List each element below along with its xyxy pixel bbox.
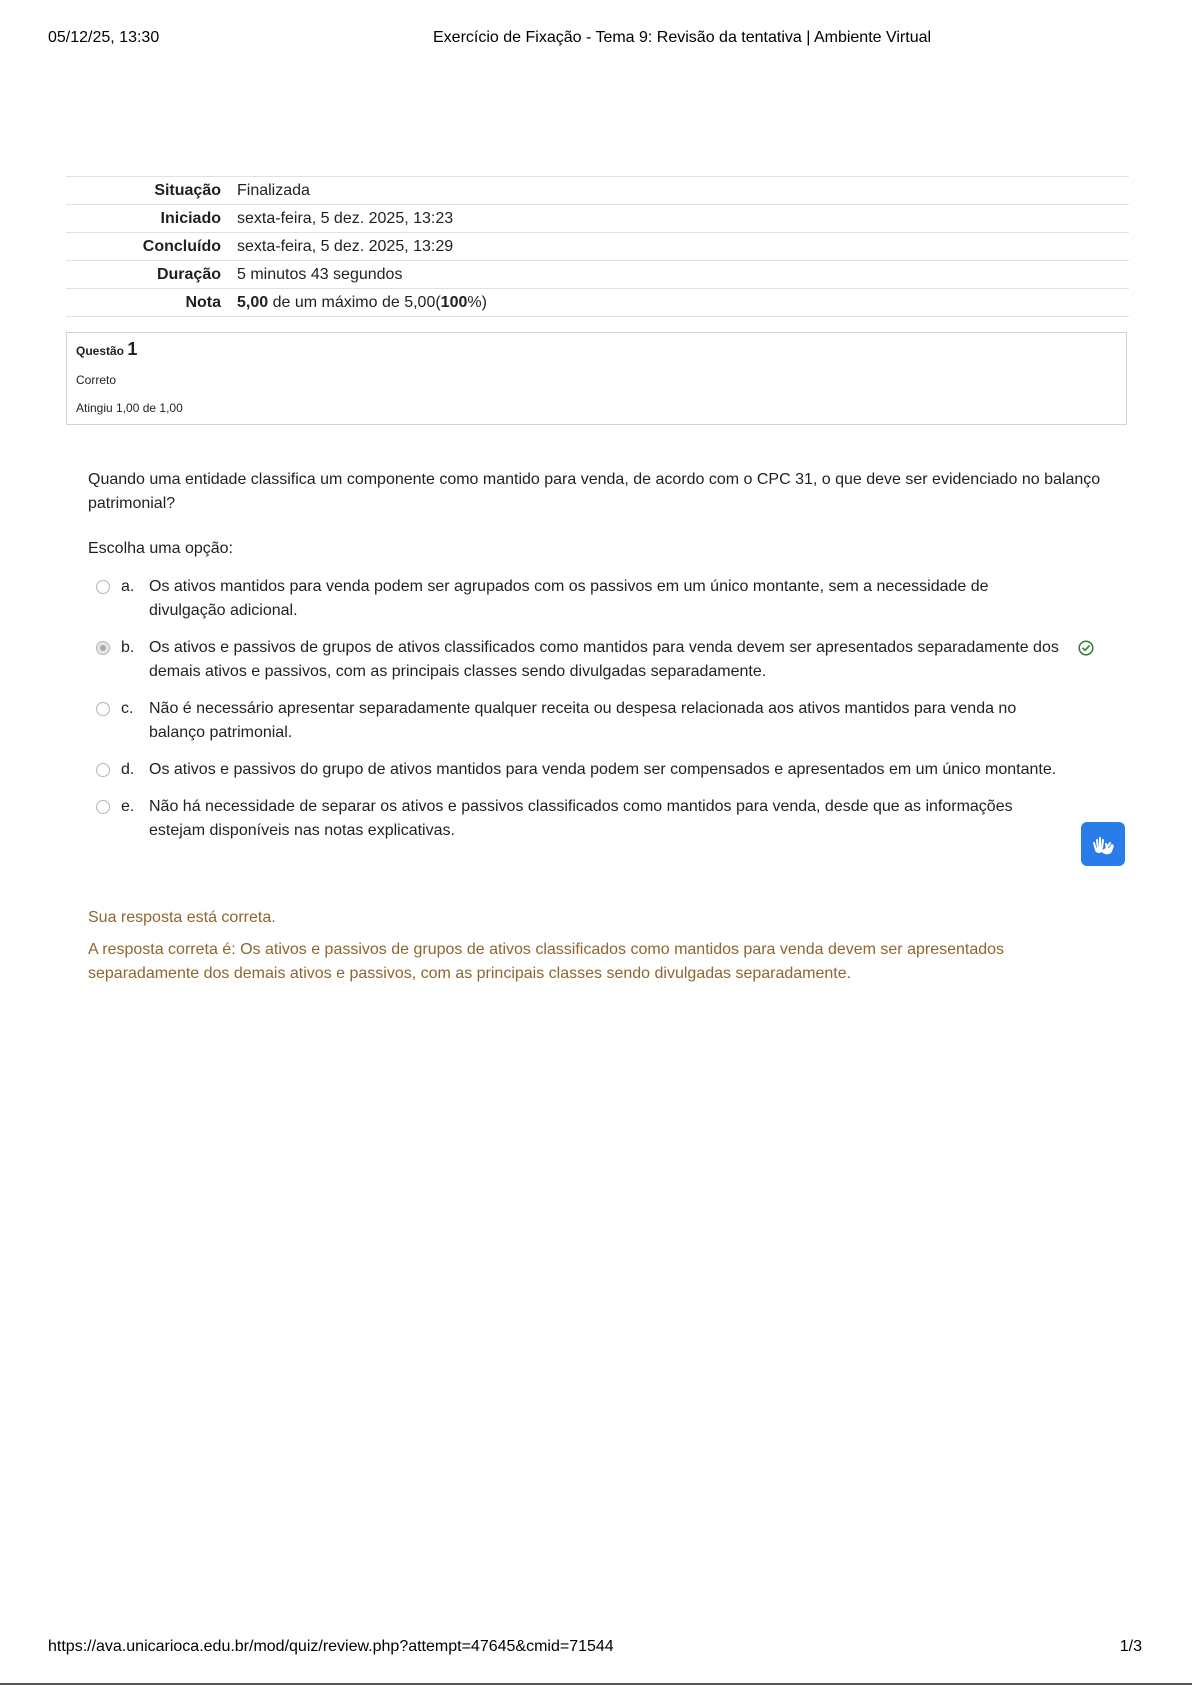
answer-text: Os ativos mantidos para venda podem ser agrupados com os passivos em um único montante, sem a necessidade de divulgação adicional. — [149, 578, 989, 619]
answer-option-a[interactable] — [88, 575, 1118, 623]
answer-option-d[interactable] — [88, 758, 1118, 782]
duracao-label: Duração — [156, 265, 221, 283]
question-number-value: 1 — [127, 339, 138, 359]
answer-letter: a. — [121, 578, 135, 595]
nota-middle: de um máximo de 5,00( — [268, 293, 441, 311]
summary-row-nota — [66, 289, 1129, 317]
answer-text: Não há necessidade de separar os ativos e passivos classificados como mantidos para venda, desde que as informações estejam disponíveis nas notas explicativas. — [149, 798, 1013, 839]
situacao-value: Finalizada — [237, 181, 310, 199]
answer-prompt: Escolha uma opção: — [88, 540, 233, 557]
duracao-value: 5 minutos 43 segundos — [237, 265, 403, 283]
radio-a[interactable] — [96, 580, 110, 594]
question-number — [76, 339, 137, 360]
iniciado-value: sexta-feira, 5 dez. 2025, 13:23 — [237, 209, 454, 227]
feedback-status: Sua resposta está correta. — [88, 909, 276, 926]
concluido-label: Concluído — [142, 237, 221, 255]
attempt-summary-table — [66, 176, 1129, 317]
summary-row-concluido — [66, 233, 1129, 261]
nota-value — [237, 289, 1129, 317]
print-footer — [48, 1638, 1144, 1660]
summary-row-duracao — [66, 261, 1129, 289]
nota-percent: 100 — [440, 293, 468, 311]
question-prefix: Questão — [76, 344, 125, 358]
print-header — [48, 29, 1144, 51]
answer-option-e[interactable] — [88, 795, 1118, 843]
answer-text: Não é necessário apresentar separadamente qualquer receita ou despesa relacionada aos ativos mantidos para venda no balanço patrimonial. — [149, 700, 1017, 741]
accessibility-button[interactable] — [1081, 822, 1125, 866]
sign-language-hands-icon — [1090, 831, 1116, 857]
summary-row-iniciado — [66, 205, 1129, 233]
answer-options — [88, 575, 1118, 856]
answer-letter: d. — [121, 761, 135, 778]
check-circle-icon — [1078, 640, 1094, 656]
situacao-label: Situação — [154, 181, 221, 199]
answer-text: Os ativos e passivos de grupos de ativos classificados como mantidos para venda devem ser apresentados separadamente dos demais ativos e passivos, com as principais classes sendo divulgadas separadamente. — [149, 639, 1059, 680]
question-text: Quando uma entidade classifica um componente como mantido para venda, de acordo com o CPC 31, o que deve ser evidenciado no balanço patrimonial? — [88, 471, 1101, 512]
nota-score: 5,00 — [237, 293, 269, 311]
print-page-title: Exercício de Fixação - Tema 9: Revisão da tentativa | Ambiente Virtual — [433, 29, 932, 46]
answer-option-c[interactable] — [88, 697, 1118, 745]
question-feedback — [88, 906, 1118, 986]
question-grade: Atingiu 1,00 de 1,00 — [76, 401, 183, 415]
nota-end: %) — [467, 293, 487, 311]
nota-label: Nota — [185, 293, 221, 311]
print-datetime: 05/12/25, 13:30 — [48, 29, 160, 46]
answer-letter: b. — [121, 639, 135, 656]
radio-d[interactable] — [96, 763, 110, 777]
question-info-box — [66, 332, 1127, 425]
feedback-correct-answer: A resposta correta é: Os ativos e passivos de grupos de ativos classificados como mantidos para venda devem ser apresentados separadamente dos demais ativos e passivos, com as principais classes sendo divulgadas separadamente. — [88, 941, 1005, 982]
answer-letter: c. — [121, 700, 134, 717]
radio-b-selected[interactable] — [96, 641, 110, 655]
answer-text: Os ativos e passivos do grupo de ativos mantidos para venda podem ser compensados e apresentados em um único montante. — [149, 761, 1057, 778]
iniciado-label: Iniciado — [160, 209, 221, 227]
radio-c[interactable] — [96, 702, 110, 716]
summary-row-situacao — [66, 177, 1129, 205]
answer-letter: e. — [121, 798, 135, 815]
concluido-value: sexta-feira, 5 dez. 2025, 13:29 — [237, 237, 454, 255]
radio-e[interactable] — [96, 800, 110, 814]
print-page-number: 1/3 — [1119, 1638, 1142, 1655]
question-state: Correto — [76, 373, 117, 387]
answer-option-b[interactable] — [88, 636, 1118, 684]
print-url: https://ava.unicarioca.edu.br/mod/quiz/review.php?attempt=47645&cmid=71544 — [48, 1638, 614, 1655]
